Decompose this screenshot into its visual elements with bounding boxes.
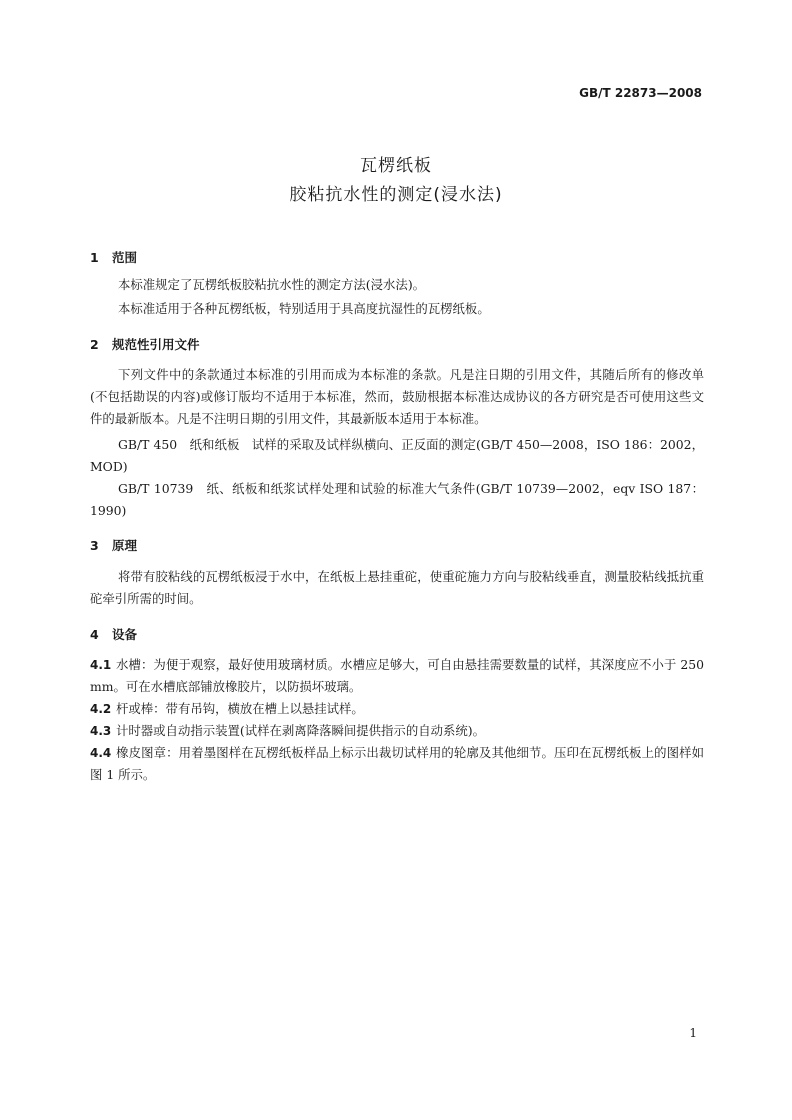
clause-number: 4.3 — [90, 724, 112, 738]
section-title: 规范性引用文件 — [112, 337, 200, 352]
standard-code: GB/T 22873—2008 — [579, 86, 702, 100]
section-number: 2 — [90, 337, 99, 352]
clause — [90, 654, 704, 698]
paragraph: 本标准适用于各种瓦楞纸板，特别适用于具高度抗湿性的瓦楞纸板。 — [118, 301, 490, 316]
paragraph: 本标准规定了瓦楞纸板胶粘抗水性的测定方法(浸水法)。 — [118, 277, 426, 292]
section-title: 范围 — [112, 250, 138, 265]
clause-text: 计时器或自动指示装置(试样在剥离降落瞬间提供指示的自动系统)。 — [116, 723, 485, 738]
clause-number: 4.2 — [90, 702, 112, 716]
clause — [90, 742, 704, 786]
section-title: 原理 — [112, 538, 138, 553]
section-heading-apparatus — [90, 625, 137, 643]
document-title-line1: 瓦楞纸板 — [360, 156, 432, 176]
section-number: 4 — [90, 627, 99, 642]
clause-text: 杆或棒：带有吊钩，横放在槽上以悬挂试样。 — [116, 701, 364, 716]
reference-item: GB/T 450 纸和纸板 试样的采取及试样纵横向、正反面的测定(GB/T 450—2008，ISO 186：2002，MOD) — [90, 437, 704, 474]
clause-number: 4.4 — [90, 746, 112, 760]
clause-text: 水槽：为便于观察，最好使用玻璃材质。水槽应足够大，可自由悬挂需要数量的试样，其深度应不小于 250 mm。可在水槽底部铺放橡胶片，以防损坏玻璃。 — [90, 657, 704, 694]
clause-number: 4.1 — [90, 658, 112, 672]
section-title: 设备 — [112, 627, 138, 642]
section-number: 1 — [90, 250, 99, 265]
document-title-line2: 胶粘抗水性的测定(浸水法) — [289, 185, 503, 205]
section-number: 3 — [90, 538, 99, 553]
clause — [90, 698, 704, 720]
clause-text: 橡皮图章：用着墨图样在瓦楞纸板样品上标示出裁切试样用的轮廓及其他细节。压印在瓦楞纸板上的图样如图 1 所示。 — [90, 745, 704, 782]
page-number: 1 — [689, 1026, 697, 1040]
paragraph: 下列文件中的条款通过本标准的引用而成为本标准的条款。凡是注日期的引用文件，其随后所有的修改单(不包括勘误的内容)或修订版均不适用于本标准，然而，鼓励根据本标准达成协议的各方研究是否可使用这些文件的最新版本。凡是不注明日期的引用文件，其最新版本适用于本标准。 — [90, 367, 704, 426]
reference-item: GB/T 10739 纸、纸板和纸浆试样处理和试验的标准大气条件(GB/T 10739—2002，eqv ISO 187：1990) — [90, 481, 704, 518]
clause — [90, 720, 704, 742]
paragraph: 将带有胶粘线的瓦楞纸板浸于水中，在纸板上悬挂重砣，使重砣施力方向与胶粘线垂直，测量胶粘线抵抗重砣牵引所需的时间。 — [90, 569, 704, 606]
section-heading-principle — [90, 536, 137, 554]
section-heading-scope — [90, 248, 137, 266]
section-heading-normative-references — [90, 335, 200, 353]
